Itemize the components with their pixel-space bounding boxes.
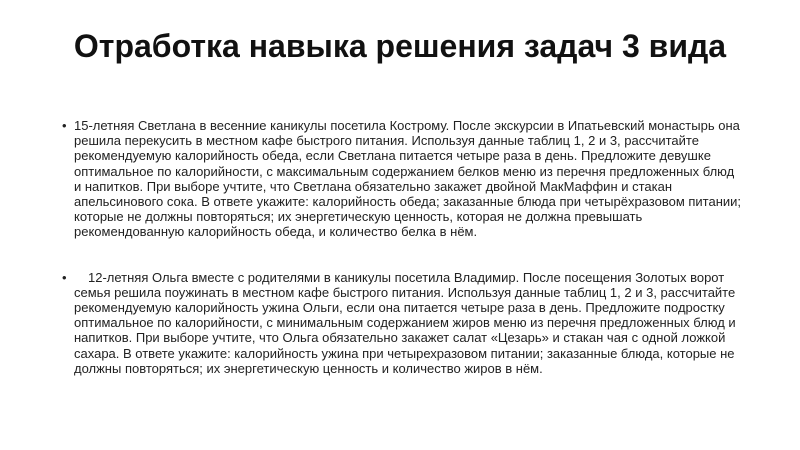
- problem-1-text: • 15-летняя Светлана в весенние каникулы посетила Кострому. После экскурсии в Ипатьевский монастырь она решила перекусить в местном кафе быстрого питания. Используя данные таблиц 1, 2 и 3, рассчитайте рекомендуемую калорийность обеда, если Светлана питается четыре раза в день. Предложите девушке оптимальное по калорийности, с максимальным содержанием белков меню из перечня предложенных блюд и напитков. При выборе учтите, что Светлана обязательно закажет двойной МакМаффин и стакан апельсинового сока. В ответе укажите: калорийность обеда; заказанные блюда при четырёхразовом питании; которые не должны повторяться; их энергетическую ценность, которая не должна превышать рекомендованную калорийность обеда, и количество белка в нём.: [62, 118, 742, 240]
- problem-2-paragraph: [62, 270, 742, 376]
- slide-content: [62, 118, 742, 376]
- slide-title: Отработка навыка решения задач 3 вида: [73, 28, 727, 64]
- problem-2-text: 12-летняя Ольга вместе с родителями в каникулы посетила Владимир. После посещения Золотых ворот семья решила поужинать в местном кафе быстрого питания. Используя данные таблиц 1, 2 и 3, рассчитайте рекомендуемую калорийность ужина Ольги, если она питается четыре раза в день. Предложите подростку оптимальное по калорийности, с минимальным содержанием жиров меню из перечня предложенных блюд и напитков. При выборе учтите, что Ольга обязательно закажет салат «Цезарь» и стакан чая с одной ложкой сахара. В ответе укажите: калорийность ужина при четырехразовом питании; заказанные блюда, которые не должны повторяться; их энергетическую ценность и количество жиров в нём.: [74, 269, 736, 376]
- paragraph-spacer: [62, 240, 742, 270]
